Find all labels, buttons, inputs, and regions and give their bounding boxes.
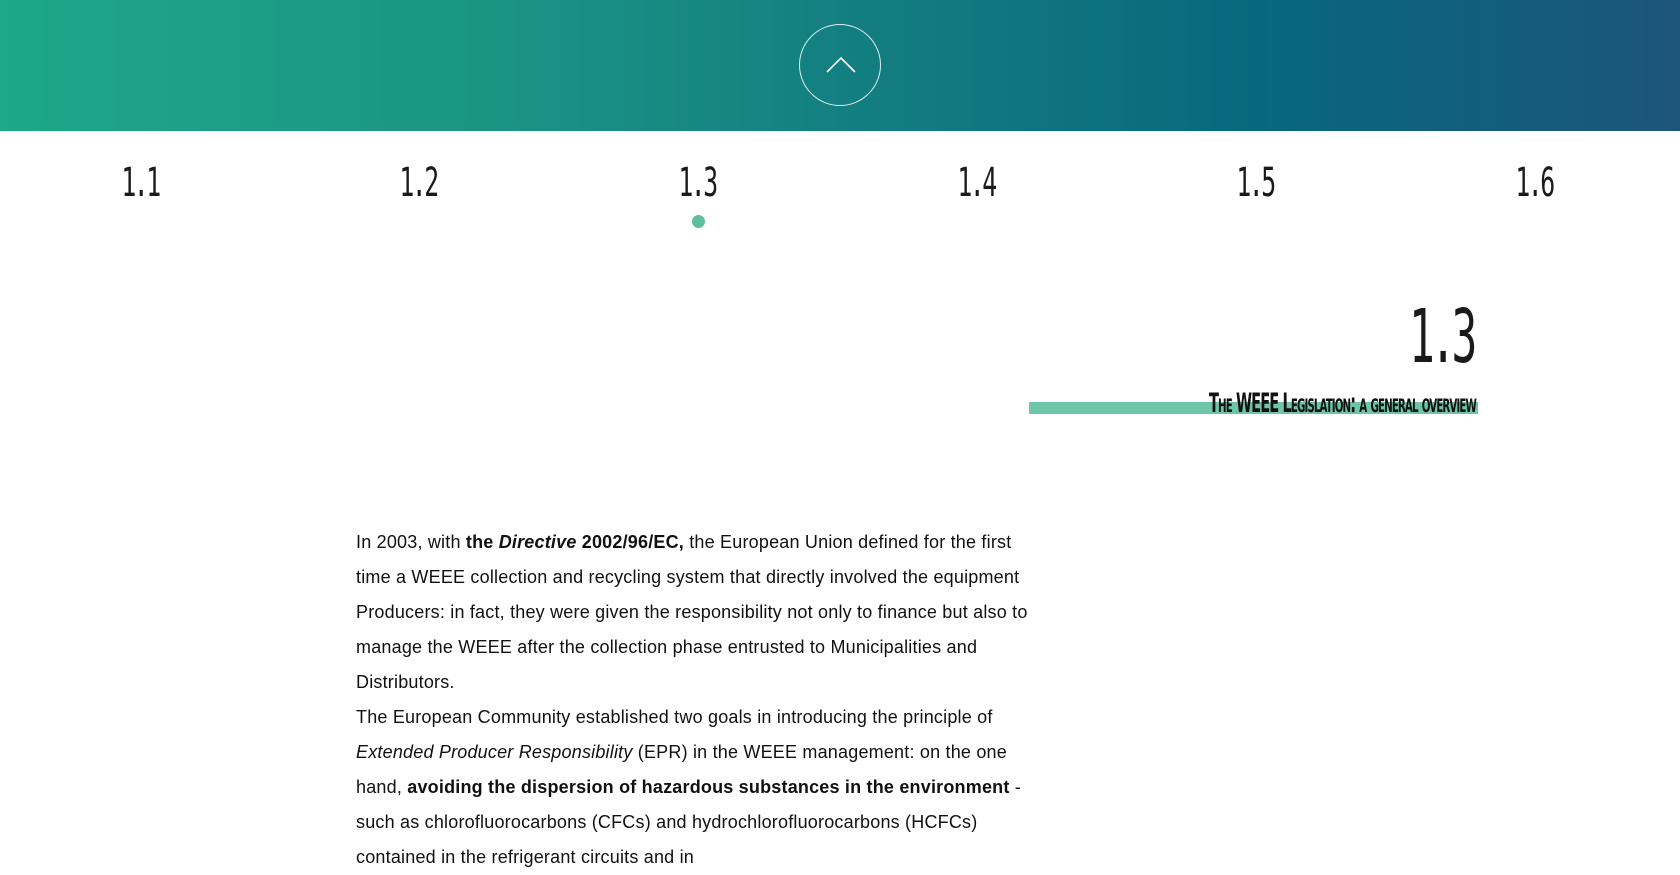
- text-run: Extended Producer Responsibility: [356, 742, 633, 762]
- section-title-container: [1031, 388, 1476, 428]
- nav-item-1-2[interactable]: 1.2: [399, 160, 437, 206]
- text-run: In 2003, with: [356, 532, 466, 552]
- header-banner: [0, 0, 1680, 131]
- nav-item-1-1[interactable]: 1.1: [121, 160, 159, 206]
- text-run: The European Community established two goals in introducing the principle of: [356, 707, 993, 727]
- text-run: the: [465, 532, 499, 552]
- text-run: Directive: [498, 532, 577, 552]
- section-number: 1.3: [1409, 294, 1473, 380]
- text-run: the European Union defined for the first time a WEEE collection and recycling system that directly involved the equipment Producers: in fact, they were given the responsibility not only to finance but also to manage the WEEE after the collection phase entrusted to Municipalities and Distributors.: [356, 532, 1028, 692]
- nav-item-1-6[interactable]: 1.6: [1515, 160, 1553, 206]
- nav-item-1-5[interactable]: 1.5: [1236, 160, 1274, 206]
- text-run: 2002/96/EC,: [576, 532, 685, 552]
- chevron-up-icon: [800, 25, 882, 107]
- article-body: [356, 525, 1046, 875]
- nav-item-1-3[interactable]: 1.3: [678, 160, 716, 206]
- text-run: avoiding the dispersion of hazardous substances in the environment: [407, 777, 1010, 797]
- text-run: (EPR) in the WEEE management: on the one hand,: [356, 742, 1007, 797]
- active-nav-indicator: [692, 215, 705, 228]
- nav-item-1-4[interactable]: 1.4: [957, 160, 995, 206]
- section-title: The WEEE Legislation: a general overview: [1209, 388, 1476, 419]
- text-run: - such as chlorofluorocarbons (CFCs) and hydrochlorofluorocarbons (HCFCs) contained in the refrigerant circuits and in: [356, 777, 1021, 867]
- scroll-up-button[interactable]: [799, 24, 881, 106]
- paragraph-2: [356, 700, 1046, 875]
- paragraph-1: [356, 525, 1046, 700]
